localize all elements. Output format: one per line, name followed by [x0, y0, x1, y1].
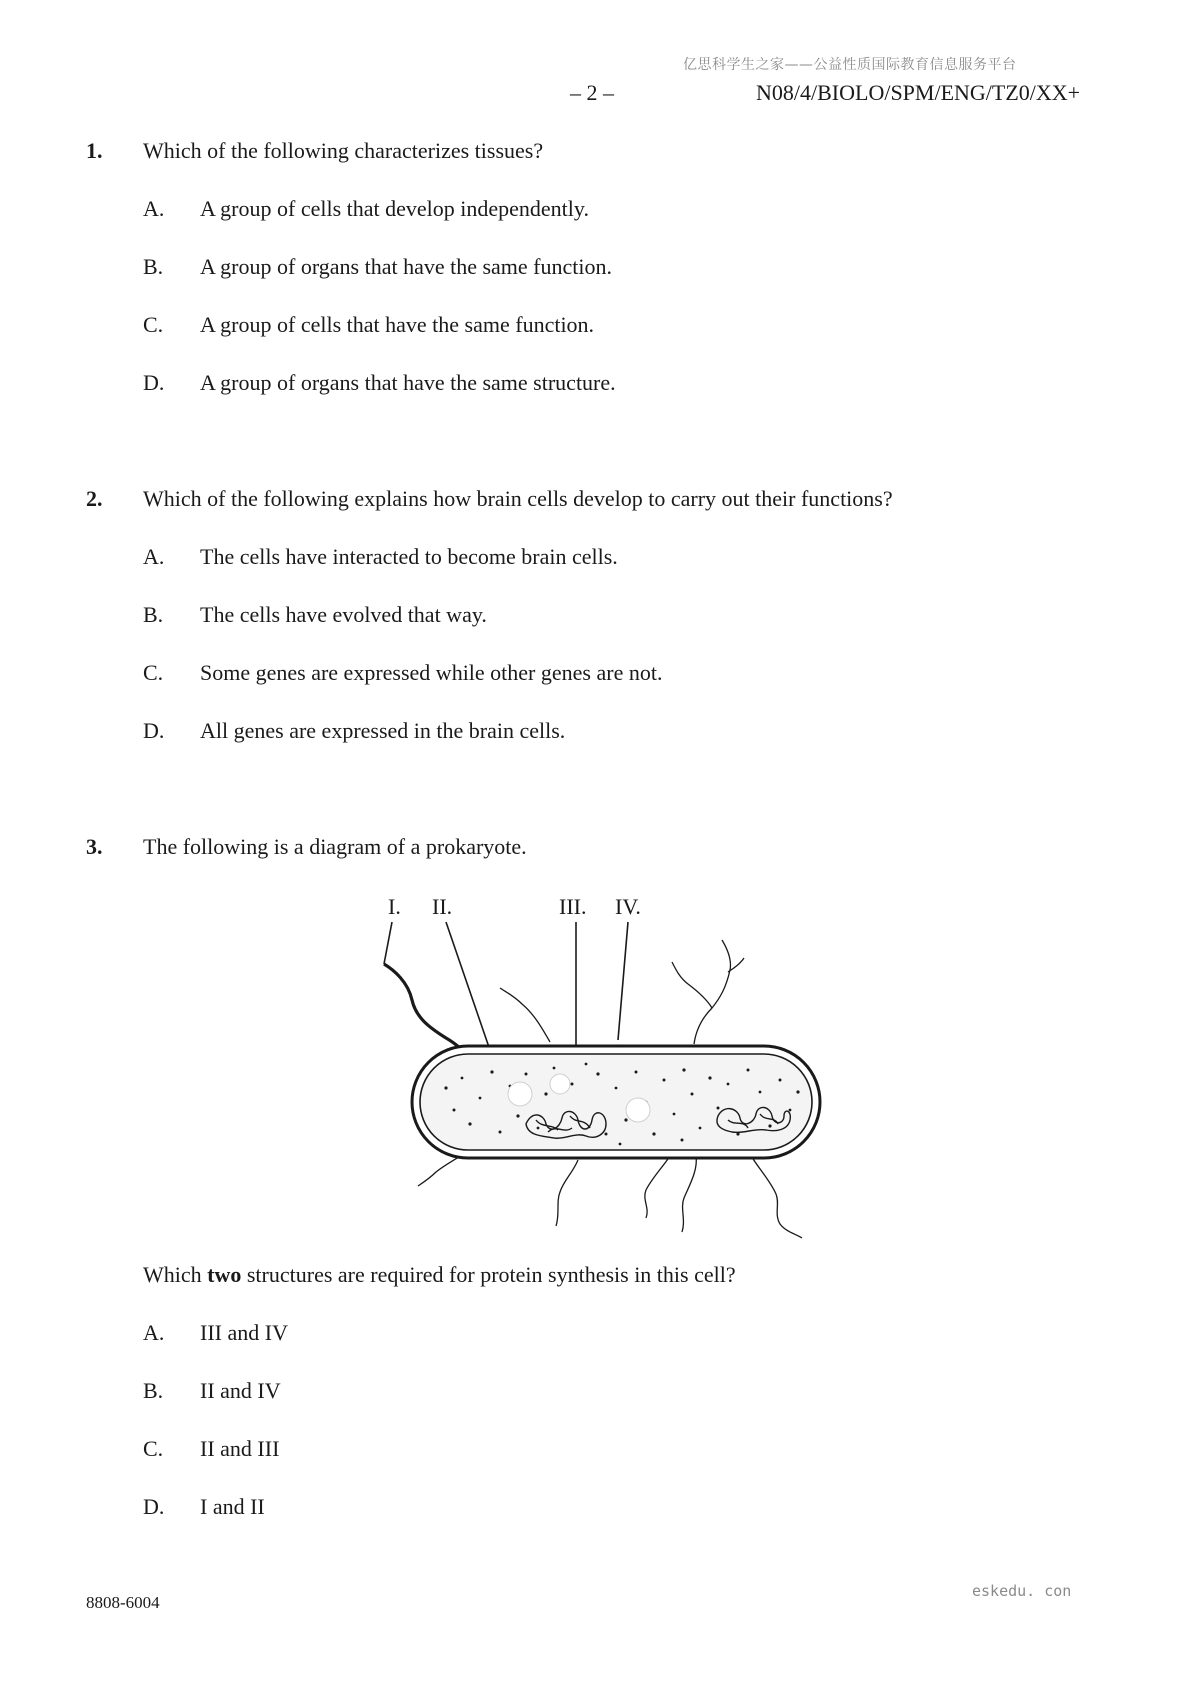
option-text: The cells have interacted to become brain cells.	[200, 544, 618, 569]
option-text: A group of organs that have the same structure.	[200, 370, 616, 395]
exam-code: N08/4/BIOLO/SPM/ENG/TZ0/XX+	[756, 80, 1081, 105]
option-letter: A.	[143, 544, 165, 569]
option-text: A group of cells that develop independently.	[200, 196, 589, 221]
page-number: – 2 –	[570, 80, 614, 105]
option-letter: D.	[143, 370, 165, 395]
option-text: Some genes are expressed while other genes are not.	[200, 660, 663, 685]
prompt-emphasis: two	[207, 1262, 242, 1287]
option-text: II and IV	[200, 1378, 281, 1403]
question-text: Which of the following explains how brain cells develop to carry out their functions?	[143, 486, 893, 511]
question-prompt	[143, 1262, 736, 1288]
label-iii: III.	[559, 894, 587, 919]
question-text: Which of the following characterizes tissues?	[143, 138, 544, 163]
label-ii: II.	[432, 894, 453, 919]
site-watermark: eskedu. con	[972, 1582, 1072, 1600]
prompt-text-post: structures are required for protein synthesis in this cell?	[241, 1262, 736, 1287]
option-text: A group of organs that have the same function.	[200, 254, 612, 279]
option-text: All genes are expressed in the brain cells.	[200, 718, 566, 743]
option-letter: A.	[143, 196, 165, 221]
option-text: I and II	[200, 1494, 265, 1519]
option-letter: C.	[143, 1436, 164, 1461]
watermark: 亿思科学生之家——公益性质国际教育信息服务平台	[683, 57, 1017, 73]
option-letter: D.	[143, 1494, 165, 1519]
option-text: II and III	[200, 1436, 280, 1461]
option-letter: B.	[143, 602, 164, 627]
option-text: The cells have evolved that way.	[200, 602, 487, 627]
option-letter: C.	[143, 312, 164, 337]
label-iv: IV.	[615, 894, 641, 919]
option-text: A group of cells that have the same function.	[200, 312, 595, 337]
label-i: I.	[388, 894, 401, 919]
question-number: 2.	[86, 486, 103, 511]
question-number: 1.	[86, 138, 103, 163]
option-letter: B.	[143, 254, 164, 279]
prompt-text-pre: Which	[143, 1262, 208, 1287]
question-number: 3.	[86, 834, 103, 859]
option-letter: C.	[143, 660, 164, 685]
paper-code: 8808-6004	[86, 1593, 160, 1612]
option-text: III and IV	[200, 1320, 288, 1345]
plasma-membrane	[420, 1054, 812, 1150]
prokaryote-diagram	[350, 888, 910, 1248]
question-text: The following is a diagram of a prokaryote.	[143, 834, 527, 859]
option-letter: B.	[143, 1378, 164, 1403]
option-letter: D.	[143, 718, 165, 743]
option-letter: A.	[143, 1320, 165, 1345]
